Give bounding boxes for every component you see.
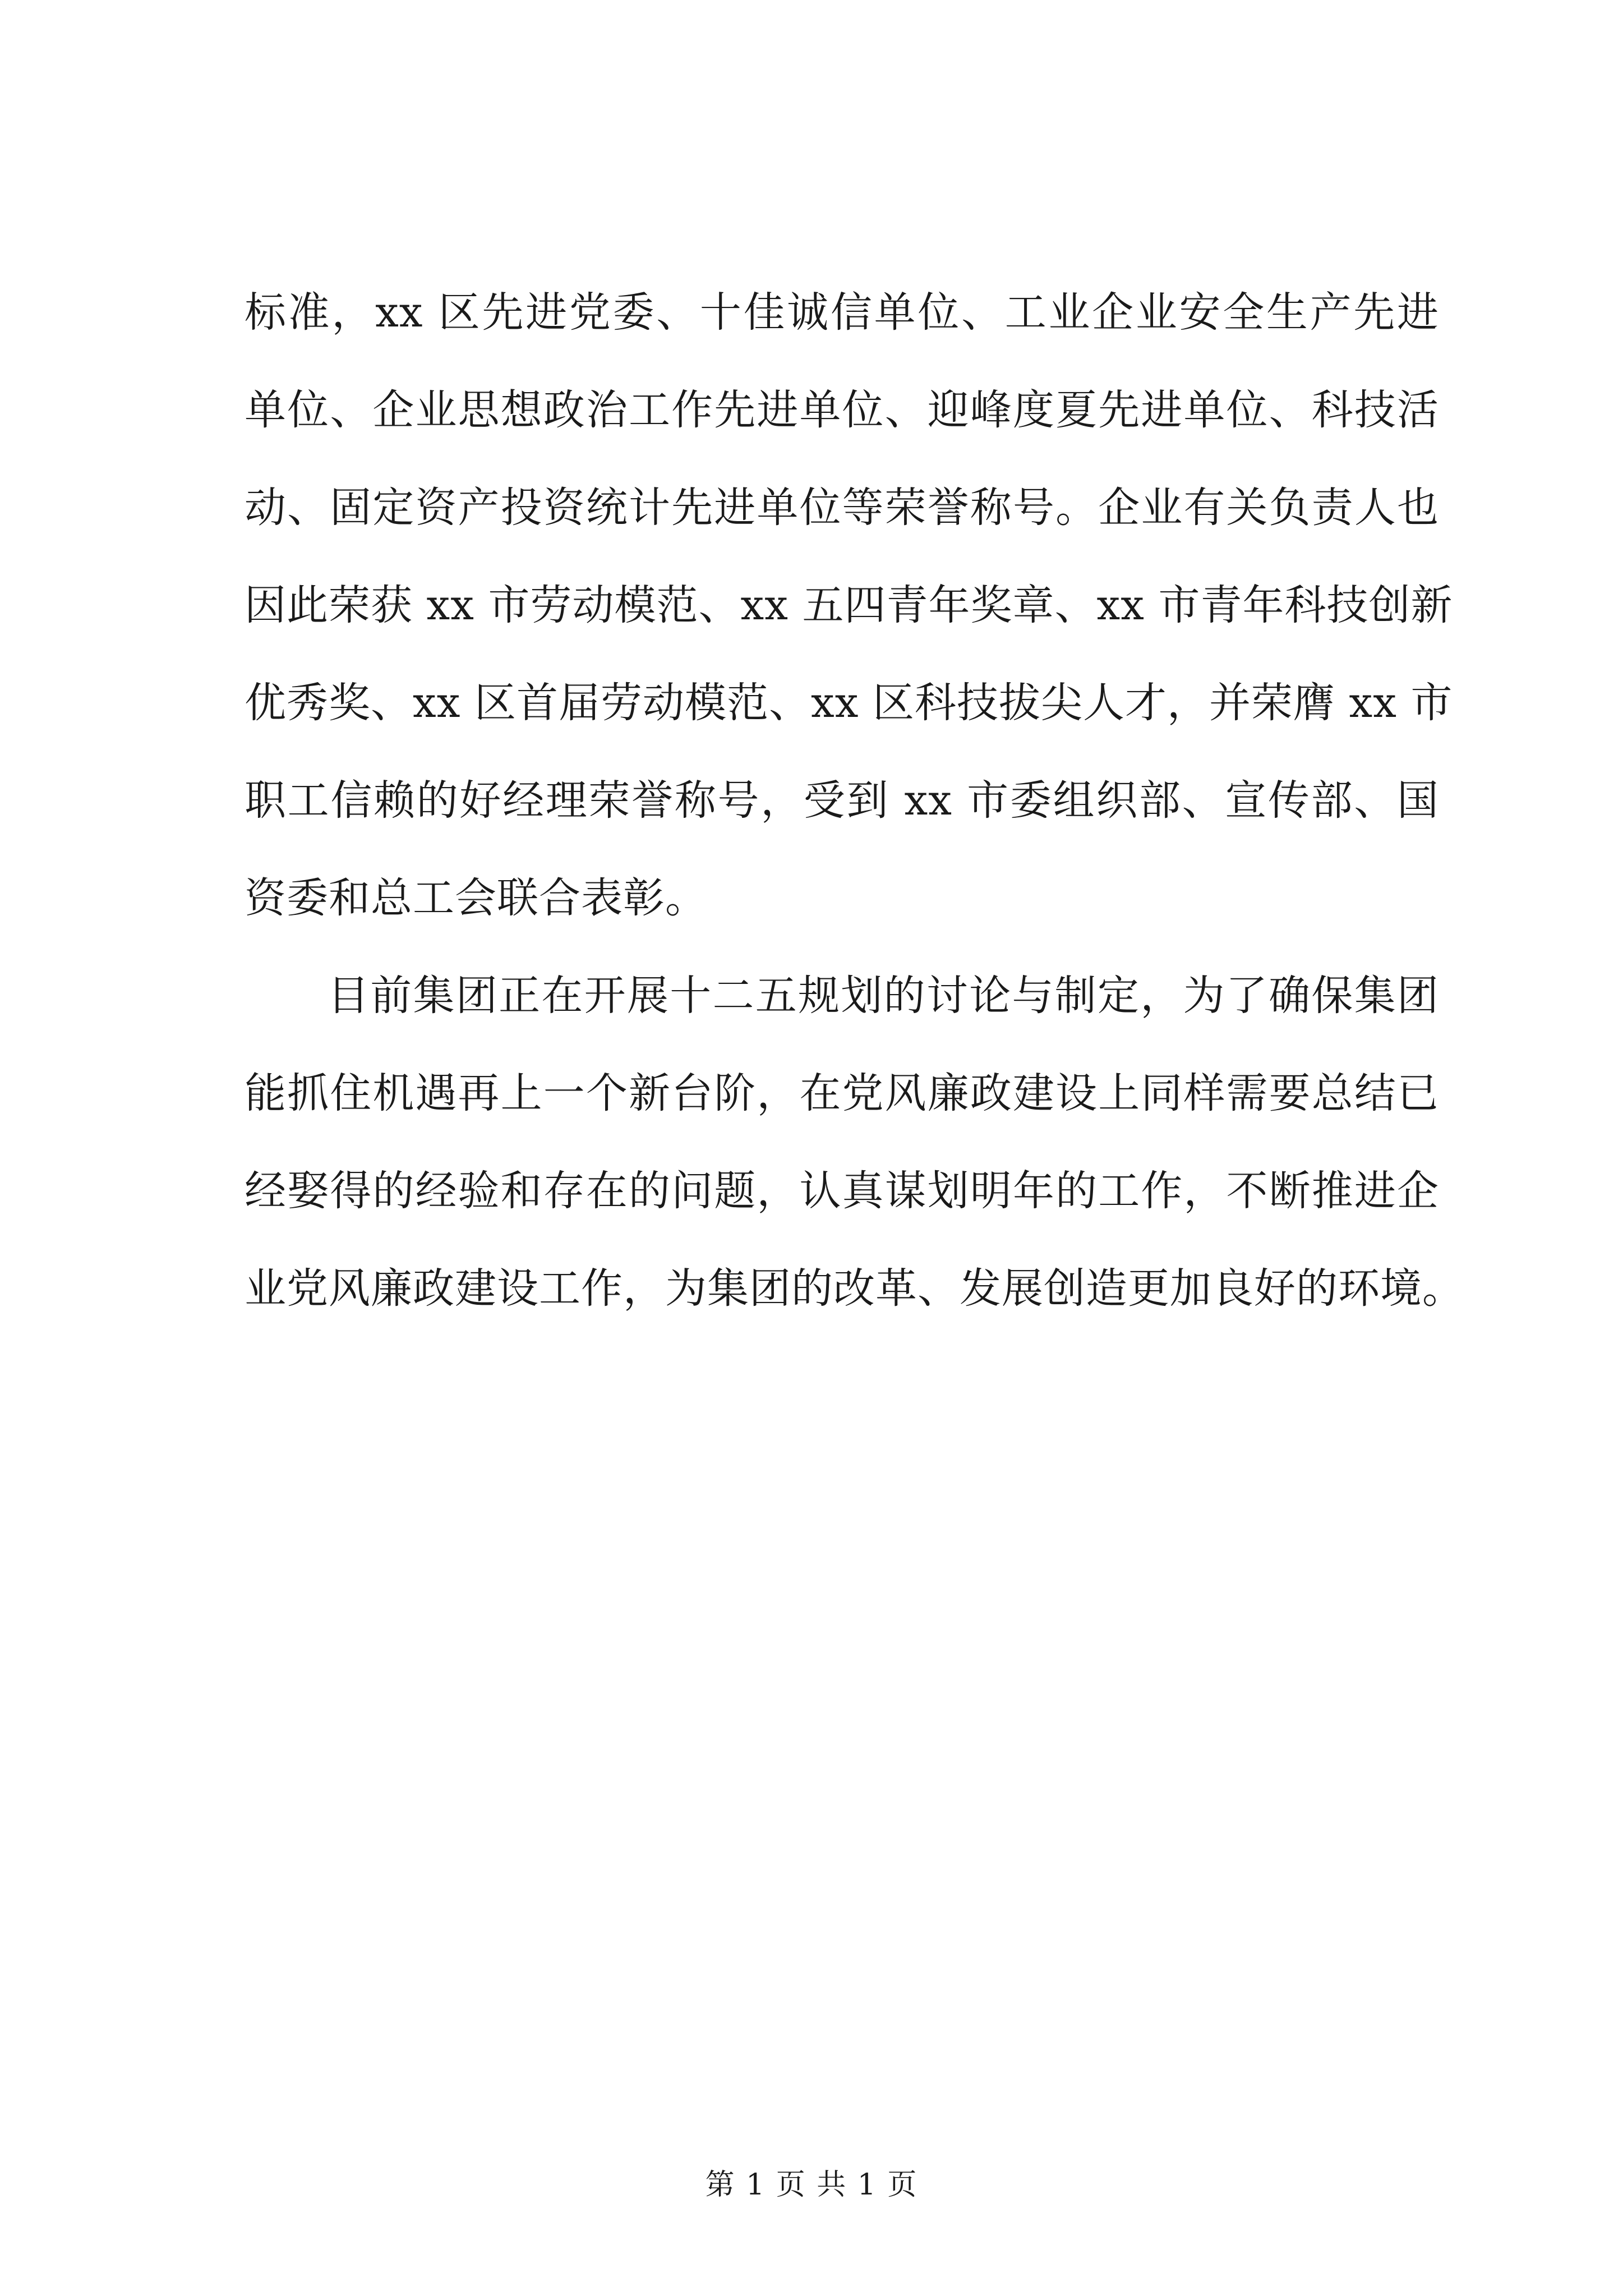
page-footer: 第 1 页 共 1 页: [705, 2168, 918, 2202]
paragraph-line: 能抓住机遇再上一个新台阶，在党风廉政建设上同样需要总结已: [245, 1069, 1439, 1117]
paragraph-line: 职工信赖的好经理荣誉称号，受到 xx 市委组织部、宣传部、国: [245, 776, 1439, 825]
paragraph-line: 动、固定资产投资统计先进单位等荣誉称号。企业有关负责人也: [245, 484, 1439, 532]
paragraph-1: [245, 264, 1453, 947]
paragraph-2: [245, 947, 1464, 1337]
document-body: [245, 264, 1464, 1337]
paragraph-line: 业党风廉政建设工作，为集团的改革、发展创造更加良好的环境。: [245, 1264, 1464, 1313]
paragraph-line: 优秀奖、xx 区首届劳动模范、xx 区科技拔尖人才，并荣膺 xx 市: [245, 679, 1453, 727]
paragraph-line: 经娶得的经验和存在的问题，认真谋划明年的工作，不断推进企: [245, 1167, 1439, 1215]
paragraph-line: 因此荣获 xx 市劳动模范、xx 五四青年奖章、xx 市青年科技创新: [245, 581, 1453, 629]
paragraph-line: 单位、企业思想政治工作先进单位、迎峰度夏先进单位、科技活: [245, 386, 1439, 434]
paragraph-line: 目前集团正在开展十二五规划的讨论与制定，为了确保集团: [328, 972, 1439, 1020]
paragraph-line: 标准，xx 区先进党委、十佳诚信单位、工业企业安全生产先进: [245, 288, 1439, 337]
paragraph-line: 资委和总工会联合表彰。: [245, 874, 707, 922]
